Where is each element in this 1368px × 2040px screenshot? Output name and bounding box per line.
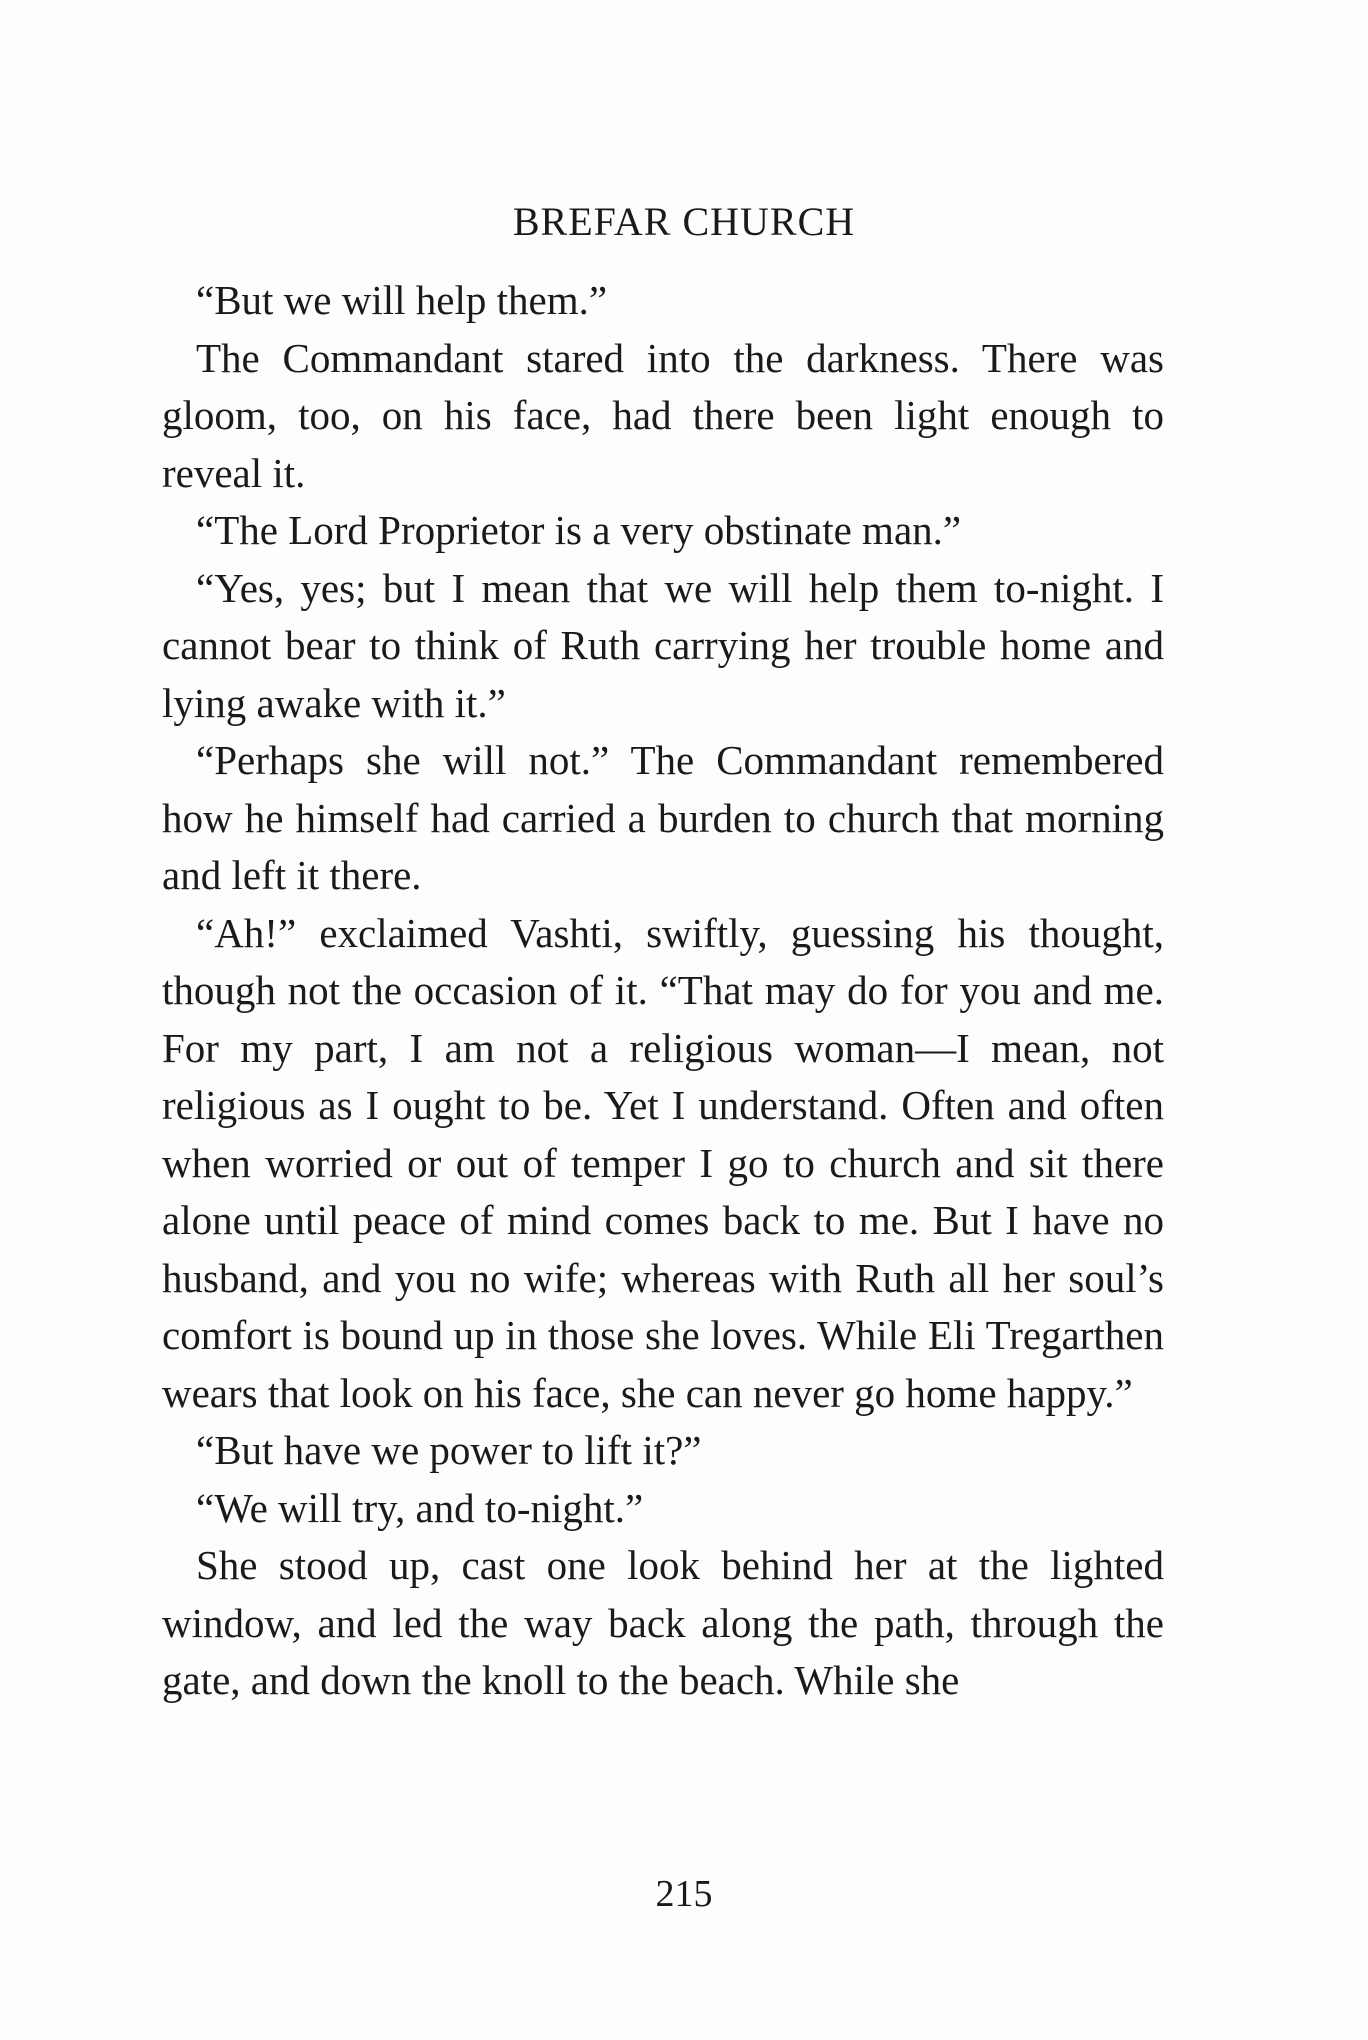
paragraph: “We will try, and to-night.”	[196, 1484, 644, 1531]
paragraph: The Commandant stared into the darkness. There was gloom, too, on his face, had there been light enough to reveal it.	[162, 334, 1164, 496]
paragraph: “Yes, yes; but I mean that we will help them to-night. I cannot bear to think of Ruth carrying her trouble home and lying awake with it.”	[162, 564, 1164, 726]
paragraph: “But have we power to lift it?”	[196, 1427, 702, 1473]
paragraph: “Ah!” exclaimed Vashti, swiftly, guessing his thought, though not the occasion of it. “That may do for you and me. For my part, I am not a religious woman—I mean, not religious as I ought to be. Yet I understand. Often and often when worried or out of temper I go to church and sit there alone until peace of mind comes back to me. But I have no husband, and you no wife; whereas with Ruth all her soul’s comfort is bound up in those she loves. While Eli Tregarthen wears that look on his face, she can never go home happy.”	[162, 909, 1164, 1416]
paragraph: “Perhaps she will not.” The Commandant remembered how he himself had carried a burden to church that morning and left it there.	[162, 737, 1164, 898]
running-head: BREFAR CHURCH	[512, 199, 856, 244]
paragraph: “The Lord Proprietor is a very obstinate man.”	[196, 507, 962, 553]
body-text	[162, 272, 1164, 1710]
page-number: 215	[655, 1873, 713, 1915]
paragraph: “But we will help them.”	[196, 277, 608, 323]
paragraph: She stood up, cast one look behind her at the lighted window, and led the way back along the path, through the gate, and down the knoll to the beach. While she	[162, 1542, 1164, 1703]
